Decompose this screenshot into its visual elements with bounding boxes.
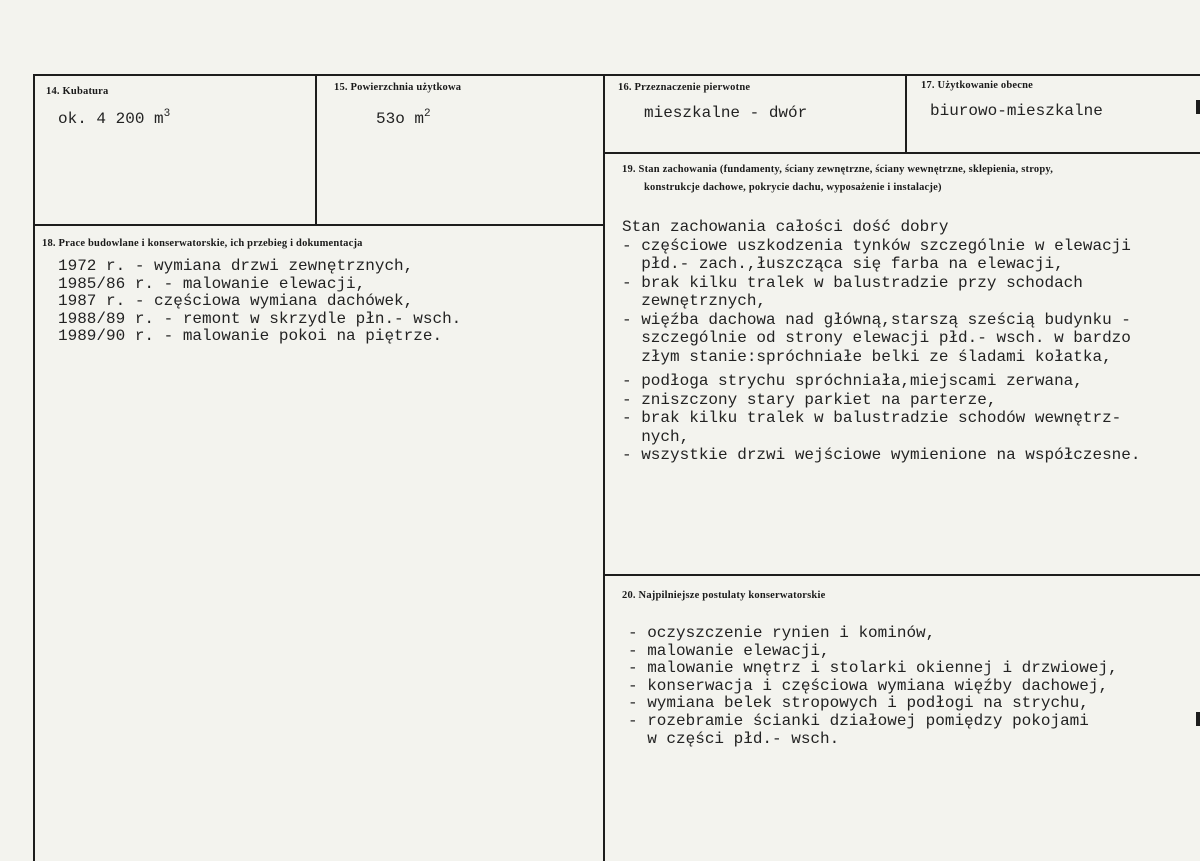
- list-item: - zniszczony stary parkiet na parterze,: [622, 390, 997, 409]
- divider-15-16: [603, 74, 605, 861]
- list-item: 1987 r. - częściowa wymiana dachówek,: [58, 292, 414, 311]
- list-item: - malowanie elewacji,: [628, 641, 830, 660]
- field-16-value: mieszkalne - dwór: [644, 104, 808, 122]
- list-item: zewnętrznych,: [622, 292, 767, 310]
- field-19-label-line-2: konstrukcje dachowe, pokrycie dachu, wyposażenie i instalacje): [644, 182, 942, 193]
- list-item: - częściowe uszkodzenia tynków szczególnie w elewacji: [622, 236, 1131, 255]
- field-18-entries: [58, 258, 461, 346]
- list-item: - konserwacja i częściowa wymiana więźby dachowej,: [628, 676, 1109, 695]
- list-item: - podłoga strychu spróchniała,miejscami zerwana,: [622, 372, 1083, 390]
- list-item: - rozebramie ścianki działowej pomiędzy pokojami: [628, 711, 1089, 730]
- list-item: 1985/86 r. - malowanie elewacji,: [58, 274, 366, 293]
- field-15-value-exponent: 2: [424, 108, 431, 120]
- list-item: - malowanie wnętrz i stolarki okiennej i drzwiowej,: [628, 659, 1118, 678]
- divider-row-19-20: [603, 574, 1200, 576]
- field-14-value-exponent: 3: [163, 108, 171, 120]
- list-item: płd.- zach.,łuszcząca się farba na elewacji,: [622, 255, 1064, 273]
- field-19-label-line-1: 19. Stan zachowania (fundamenty, ściany zewnętrzne, ściany wewnętrzne, sklepienia, stropy,: [622, 164, 1054, 175]
- list-item: w części płd.- wsch.: [628, 729, 840, 748]
- list-item: złym stanie:spróchniałe belki ze śladami kołatka,: [622, 347, 1112, 366]
- top-border: [33, 74, 1200, 76]
- list-item: 1988/89 r. - remont w skrzydle płn.- wsch.: [58, 309, 462, 328]
- list-item: - brak kilku tralek w balustradzie przy schodach: [622, 273, 1083, 292]
- list-item: - oczyszczenie rynien i kominów,: [628, 624, 936, 642]
- field-16-label: 16. Przeznaczenie pierwotne: [618, 82, 751, 93]
- field-14-value-text: ok. 4 200 m: [58, 110, 164, 128]
- divider-row-14-18: [33, 224, 605, 226]
- list-item: szczególnie od strony elewacji płd.- wsch. w bardzo: [622, 329, 1131, 347]
- field-15-value: [376, 108, 431, 128]
- field-20-entries: [628, 625, 1118, 748]
- list-item: Stan zachowania całości dość dobry: [622, 218, 949, 236]
- field-17-value: biurowo-mieszkalne: [930, 102, 1103, 120]
- divider-row-16-19: [603, 152, 1200, 154]
- edge-mark-bottom: [1196, 712, 1200, 726]
- list-item: - brak kilku tralek w balustradzie schodów wewnętrz-: [622, 409, 1122, 427]
- list-item: - wymiana belek stropowych i podłogi na strychu,: [628, 694, 1089, 713]
- field-15-label: 15. Powierzchnia użytkowa: [334, 82, 462, 93]
- list-item: 1972 r. - wymiana drzwi zewnętrznych,: [58, 257, 414, 275]
- list-item: 1989/90 r. - malowanie pokoi na piętrze.: [58, 327, 443, 346]
- list-item: nych,: [622, 427, 690, 446]
- list-item: - więźba dachowa nad główną,starszą sześcią budynku -: [622, 310, 1131, 329]
- divider-14-15: [315, 74, 317, 224]
- field-17-label: 17. Użytkowanie obecne: [921, 80, 1034, 91]
- field-20-label: 20. Najpilniejsze postulaty konserwatorskie: [622, 590, 826, 601]
- field-14-label: 14. Kubatura: [46, 86, 109, 97]
- list-item: - wszystkie drzwi wejściowe wymienione na współczesne.: [622, 446, 1141, 464]
- field-15-value-text: 53o m: [376, 110, 425, 128]
- divider-16-17: [905, 74, 907, 152]
- edge-mark-top: [1196, 100, 1200, 114]
- field-18-label: 18. Prace budowlane i konserwatorskie, ich przebieg i dokumentacja: [42, 238, 363, 249]
- field-14-value: [58, 108, 170, 128]
- field-19-entries: [622, 218, 1140, 465]
- left-border: [33, 74, 35, 861]
